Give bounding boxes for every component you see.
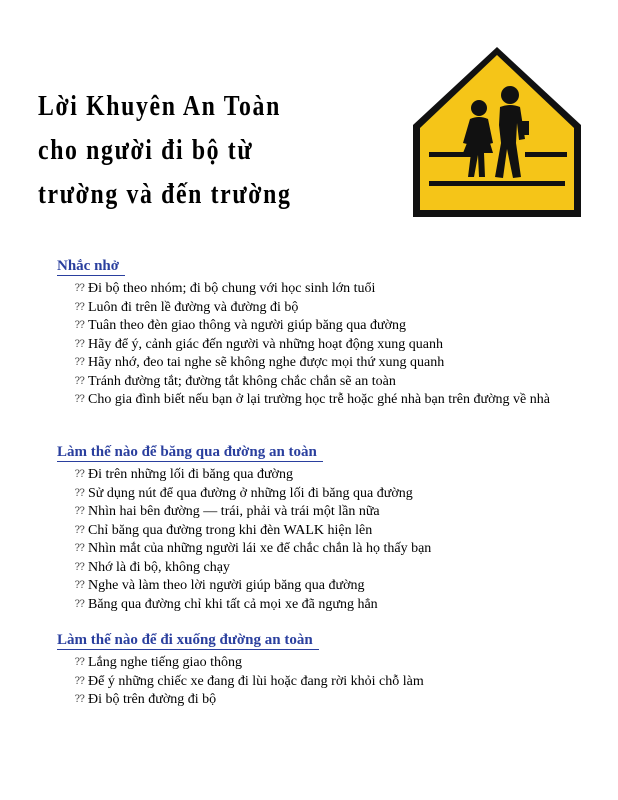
section-reminders (57, 257, 577, 410)
list-item-text: Hãy để ý, cảnh giác đến người và những hoạt động xung quanh (88, 336, 443, 352)
page-title (38, 84, 398, 216)
bullet-icon: ⁇ (75, 598, 85, 610)
list-item-text: Đi trên những lối đi băng qua đường (88, 467, 293, 482)
list-item-text: Lắng nghe tiếng giao thông (88, 655, 242, 670)
list-item-text: Luôn đi trên lề đường và đường đi bộ (88, 299, 299, 315)
title-line-2: cho người đi bộ từ (38, 134, 254, 166)
list-item-text: Băng qua đường chỉ khi tất cả mọi xe đã ngưng hẳn (88, 596, 378, 612)
list-item (57, 691, 577, 710)
list-item-text: Sử dụng nút để qua đường ở những lối đi băng qua đường (88, 485, 413, 501)
list-item (57, 577, 577, 596)
title-line-1: Lời Khuyên An Toàn (38, 90, 281, 122)
list-item (57, 336, 577, 355)
section-heading: Nhắc nhở (57, 257, 125, 276)
list-item (57, 673, 577, 692)
bullet-icon: ⁇ (75, 320, 85, 331)
list-item (57, 299, 577, 318)
list-item-text: Để ý những chiếc xe đang đi lùi hoặc đang rời khỏi chỗ làm (88, 673, 424, 689)
bullet-list (57, 280, 577, 410)
bullet-icon: ⁇ (75, 301, 85, 313)
bullet-icon: ⁇ (75, 375, 85, 387)
bullet-icon: ⁇ (75, 338, 85, 350)
section-heading: Làm thế nào để đi xuống đường an toàn (57, 631, 319, 650)
list-item (57, 596, 577, 615)
title-line-3: trường và đến trường (38, 178, 292, 210)
bullet-icon: ⁇ (75, 506, 85, 517)
bullet-icon: ⁇ (75, 561, 85, 573)
list-item-text: Nhớ là đi bộ, không chạy (88, 559, 230, 575)
bullet-list (57, 466, 577, 614)
school-crossing-sign-icon (409, 43, 585, 221)
bullet-icon: ⁇ (75, 543, 85, 554)
list-item-text: Cho gia đình biết nếu bạn ở lại trường học trễ hoặc ghé nhà bạn trên đường về nhà (88, 392, 550, 407)
list-item-text: Đi bộ trên đường đi bộ (88, 692, 217, 707)
list-item (57, 391, 577, 410)
list-item-text: Nhìn mắt của những người lái xe để chắc chắn là họ thấy bạn (88, 541, 432, 556)
list-item (57, 354, 577, 373)
list-item-text: Nghe và làm theo lời người giúp băng qua đường (88, 578, 365, 593)
list-item-text: Đi bộ theo nhóm; đi bộ chung với học sinh lớn tuổi (88, 281, 376, 296)
bullet-icon: ⁇ (75, 675, 85, 687)
list-item (57, 522, 577, 541)
bullet-icon: ⁇ (75, 469, 85, 480)
bullet-icon: ⁇ (75, 657, 85, 668)
bullet-list (57, 654, 577, 710)
bullet-icon: ⁇ (75, 580, 85, 591)
bullet-icon: ⁇ (75, 694, 85, 705)
list-item-text: Hãy nhớ, đeo tai nghe sẽ không nghe được mọi thứ xung quanh (88, 355, 445, 370)
list-item (57, 503, 577, 522)
list-item (57, 540, 577, 559)
bullet-icon: ⁇ (75, 524, 85, 536)
list-item (57, 280, 577, 299)
bullet-icon: ⁇ (75, 487, 85, 499)
list-item (57, 317, 577, 336)
list-item (57, 466, 577, 485)
bullet-icon: ⁇ (75, 394, 85, 405)
bullet-icon: ⁇ (75, 283, 85, 294)
list-item (57, 654, 577, 673)
section-crossing-street (57, 443, 577, 614)
section-heading: Làm thế nào để băng qua đường an toàn (57, 443, 323, 462)
bullet-icon: ⁇ (75, 357, 85, 368)
list-item (57, 373, 577, 392)
list-item (57, 485, 577, 504)
section-walking-street (57, 631, 577, 710)
list-item-text: Tránh đường tắt; đường tắt không chắc chắn sẽ an toàn (88, 373, 396, 389)
list-item-text: Chỉ băng qua đường trong khi đèn WALK hiện lên (88, 522, 373, 538)
list-item-text: Tuân theo đèn giao thông và người giúp băng qua đường (88, 318, 406, 333)
list-item-text: Nhìn hai bên đường — trái, phải và trái một lần nữa (88, 504, 380, 519)
list-item (57, 559, 577, 578)
